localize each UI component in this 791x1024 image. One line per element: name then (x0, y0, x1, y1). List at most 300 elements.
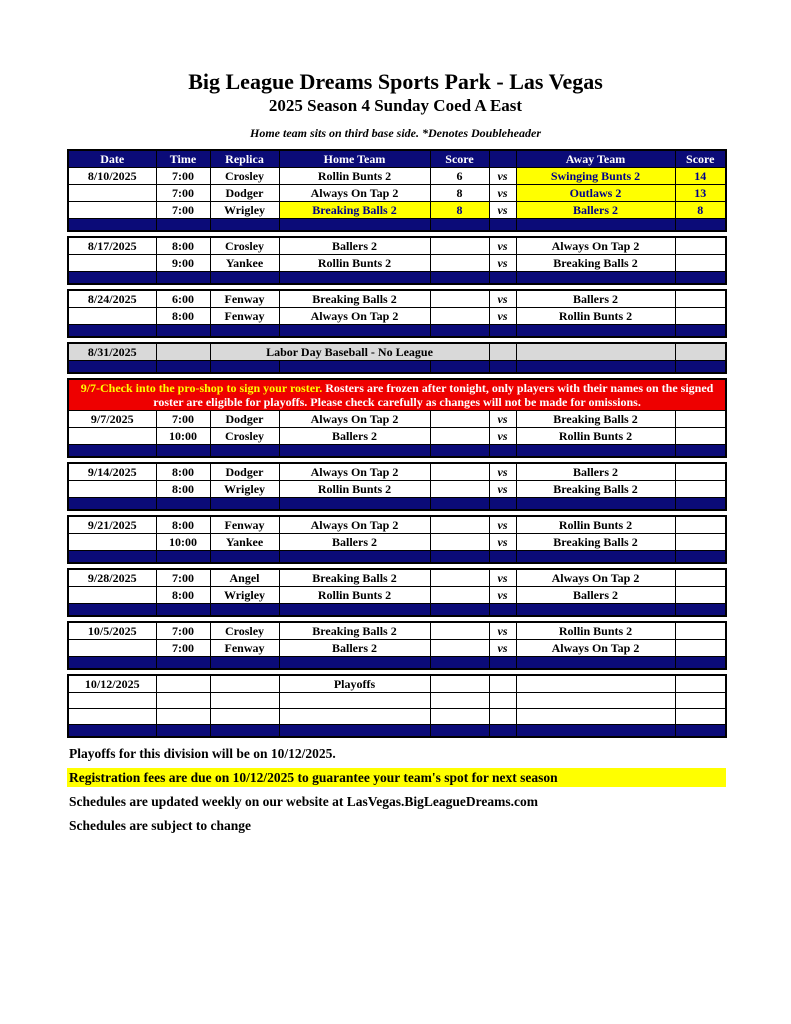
home-score-cell (430, 463, 489, 481)
separator-cell (516, 498, 675, 511)
separator-cell (210, 657, 279, 670)
footer-notes (67, 744, 726, 835)
away-team-cell: Breaking Balls 2 (516, 534, 675, 551)
away-score-cell (675, 587, 726, 604)
empty-row (68, 709, 726, 725)
away-score-cell (675, 481, 726, 498)
vs-label: vs (489, 185, 516, 202)
home-team-cell: Ballers 2 (279, 534, 430, 551)
away-team-cell: Rollin Bunts 2 (516, 622, 675, 640)
separator-cell (156, 498, 210, 511)
time-cell: 7:00 (156, 622, 210, 640)
separator-cell (68, 445, 156, 458)
home-team-cell: Always On Tap 2 (279, 308, 430, 325)
separator-cell (156, 325, 210, 338)
replica-cell (210, 675, 279, 693)
home-score-cell (430, 428, 489, 445)
separator-cell (675, 657, 726, 670)
separator-cell (210, 604, 279, 617)
away-team-cell: Always On Tap 2 (516, 640, 675, 657)
vs-label (489, 709, 516, 725)
home-team-cell: Ballers 2 (279, 640, 430, 657)
away-score-cell (675, 428, 726, 445)
time-cell: 9:00 (156, 255, 210, 272)
separator-cell (516, 325, 675, 338)
separator-cell (210, 445, 279, 458)
column-header-vs (489, 150, 516, 168)
game-row (68, 237, 726, 255)
separator-row (68, 272, 726, 285)
home-score-cell (430, 640, 489, 657)
replica-cell: Fenway (210, 290, 279, 308)
vs-label: vs (489, 308, 516, 325)
date-cell (68, 640, 156, 657)
away-score-cell (675, 463, 726, 481)
page-subtitle: 2025 Season 4 Sunday Coed A East (268, 96, 523, 116)
column-header-date: Date (68, 150, 156, 168)
separator-cell (675, 325, 726, 338)
date-cell: 9/21/2025 (68, 516, 156, 534)
time-cell: 8:00 (156, 516, 210, 534)
separator-row (68, 725, 726, 738)
date-cell (68, 185, 156, 202)
vs-label: vs (489, 202, 516, 219)
home-team-cell: Rollin Bunts 2 (279, 587, 430, 604)
home-score-cell (430, 569, 489, 587)
away-score-cell (675, 290, 726, 308)
away-team-cell: Swinging Bunts 2 (516, 168, 675, 185)
home-team-cell (279, 709, 430, 725)
separator-cell (430, 498, 489, 511)
separator-cell (489, 272, 516, 285)
home-score-cell: 8 (430, 185, 489, 202)
separator-cell (156, 604, 210, 617)
replica-cell: Crosley (210, 237, 279, 255)
date-cell: 8/31/2025 (68, 343, 156, 361)
separator-cell (430, 551, 489, 564)
schedule-table-block (67, 568, 727, 617)
separator-cell (279, 657, 430, 670)
separator-cell (210, 725, 279, 738)
home-score-cell (430, 587, 489, 604)
banner-highlight-text: 9/7-Check into the pro-shop to sign your roster. (80, 381, 323, 396)
home-team-cell: Always On Tap 2 (279, 463, 430, 481)
separator-cell (489, 725, 516, 738)
vs-label: vs (489, 622, 516, 640)
vs-label: vs (489, 481, 516, 498)
away-team-cell: Always On Tap 2 (516, 569, 675, 587)
separator-cell (516, 725, 675, 738)
separator-cell (430, 725, 489, 738)
time-cell: 7:00 (156, 411, 210, 428)
time-cell: 8:00 (156, 308, 210, 325)
vs-label (489, 693, 516, 709)
date-cell (68, 587, 156, 604)
separator-cell (516, 445, 675, 458)
separator-cell (489, 445, 516, 458)
away-team-cell: Ballers 2 (516, 587, 675, 604)
home-team-cell: Breaking Balls 2 (279, 202, 430, 219)
home-score-cell: 8 (430, 202, 489, 219)
replica-cell: Fenway (210, 308, 279, 325)
time-cell: 7:00 (156, 640, 210, 657)
game-row (68, 290, 726, 308)
replica-cell: Yankee (210, 534, 279, 551)
away-score-cell (675, 308, 726, 325)
game-row (68, 516, 726, 534)
time-cell (156, 693, 210, 709)
vs-label: vs (489, 411, 516, 428)
separator-cell (279, 325, 430, 338)
time-cell (156, 675, 210, 693)
home-score-cell (430, 411, 489, 428)
replica-cell: Wrigley (210, 587, 279, 604)
away-score-cell (675, 693, 726, 709)
away-team-cell (516, 343, 675, 361)
date-cell (68, 534, 156, 551)
separator-cell (516, 361, 675, 374)
separator-cell (279, 361, 430, 374)
separator-cell (489, 325, 516, 338)
away-score-cell (675, 237, 726, 255)
away-team-cell: Breaking Balls 2 (516, 255, 675, 272)
separator-row (68, 604, 726, 617)
date-cell: 9/14/2025 (68, 463, 156, 481)
separator-cell (675, 272, 726, 285)
home-score-cell (430, 516, 489, 534)
date-cell (68, 693, 156, 709)
date-cell (68, 255, 156, 272)
away-score-cell: 8 (675, 202, 726, 219)
date-cell (68, 428, 156, 445)
separator-cell (675, 498, 726, 511)
away-score-cell (675, 343, 726, 361)
away-score-cell (675, 709, 726, 725)
game-row (68, 463, 726, 481)
column-header-replica: Replica (210, 150, 279, 168)
game-row (68, 255, 726, 272)
separator-cell (68, 725, 156, 738)
separator-cell (516, 604, 675, 617)
separator-row (68, 361, 726, 374)
game-row (68, 168, 726, 185)
home-team-cell: Breaking Balls 2 (279, 622, 430, 640)
schedule-table-block (67, 236, 727, 285)
replica-cell: Angel (210, 569, 279, 587)
time-cell: 8:00 (156, 237, 210, 255)
separator-cell (68, 551, 156, 564)
separator-cell (156, 657, 210, 670)
banner-body-text: Rosters are frozen after tonight, only players with their names on the signed roster are eligible for playoffs. Please check carefully as changes will not be made for omissions. (153, 381, 714, 410)
separator-cell (279, 219, 430, 232)
vs-label (489, 675, 516, 693)
date-cell: 10/5/2025 (68, 622, 156, 640)
game-row (68, 411, 726, 428)
replica-cell: Crosley (210, 168, 279, 185)
vs-cell (489, 343, 516, 361)
separator-cell (489, 604, 516, 617)
game-row (68, 481, 726, 498)
away-score-cell (675, 411, 726, 428)
separator-cell (516, 219, 675, 232)
separator-cell (489, 219, 516, 232)
vs-label: vs (489, 428, 516, 445)
schedule-table (67, 149, 727, 738)
vs-label: vs (489, 290, 516, 308)
schedule-table-block (67, 149, 727, 232)
replica-cell: Wrigley (210, 481, 279, 498)
away-score-cell (675, 640, 726, 657)
home-score-cell (430, 290, 489, 308)
separator-cell (675, 361, 726, 374)
home-team-cell (279, 693, 430, 709)
away-team-cell: Ballers 2 (516, 290, 675, 308)
footer-line: Registration fees are due on 10/12/2025 to guarantee your team's spot for next season (67, 768, 726, 787)
game-row (68, 202, 726, 219)
home-team-cell: Ballers 2 (279, 237, 430, 255)
replica-cell: Wrigley (210, 202, 279, 219)
vs-label: vs (489, 640, 516, 657)
time-cell: 8:00 (156, 481, 210, 498)
separator-cell (156, 551, 210, 564)
schedule-table-block (67, 621, 727, 670)
separator-cell (68, 498, 156, 511)
date-cell (68, 481, 156, 498)
separator-row (68, 325, 726, 338)
away-team-cell: Rollin Bunts 2 (516, 308, 675, 325)
away-team-cell: Breaking Balls 2 (516, 411, 675, 428)
time-cell: 10:00 (156, 534, 210, 551)
separator-row (68, 498, 726, 511)
time-cell: 7:00 (156, 569, 210, 587)
separator-cell (430, 219, 489, 232)
separator-cell (210, 272, 279, 285)
home-team-cell: Ballers 2 (279, 428, 430, 445)
separator-cell (279, 551, 430, 564)
away-score-cell (675, 255, 726, 272)
separator-row (68, 657, 726, 670)
schedule-table-block (67, 515, 727, 564)
replica-cell (210, 709, 279, 725)
game-row (68, 640, 726, 657)
date-cell (68, 308, 156, 325)
vs-label: vs (489, 587, 516, 604)
away-team-cell: Rollin Bunts 2 (516, 428, 675, 445)
separator-cell (156, 725, 210, 738)
away-team-cell: Breaking Balls 2 (516, 481, 675, 498)
date-cell: 8/10/2025 (68, 168, 156, 185)
footer-line: Playoffs for this division will be on 10/12/2025. (69, 746, 336, 762)
time-cell: 7:00 (156, 185, 210, 202)
separator-cell (210, 361, 279, 374)
home-team-cell: Always On Tap 2 (279, 411, 430, 428)
separator-cell (68, 325, 156, 338)
separator-cell (279, 725, 430, 738)
home-team-cell: Always On Tap 2 (279, 516, 430, 534)
game-row (68, 587, 726, 604)
home-score-cell (430, 693, 489, 709)
away-team-cell: Ballers 2 (516, 463, 675, 481)
away-score-cell (675, 569, 726, 587)
separator-cell (675, 219, 726, 232)
roster-banner-cell (68, 379, 726, 411)
empty-row (68, 693, 726, 709)
replica-cell: Crosley (210, 428, 279, 445)
away-score-cell (675, 622, 726, 640)
away-team-cell: Ballers 2 (516, 202, 675, 219)
home-team-cell: Rollin Bunts 2 (279, 168, 430, 185)
home-team-cell: Breaking Balls 2 (279, 569, 430, 587)
replica-cell: Dodger (210, 463, 279, 481)
time-cell: 8:00 (156, 587, 210, 604)
home-team-note: Home team sits on third base side. *Denotes Doubleheader (250, 126, 541, 141)
away-score-cell (675, 675, 726, 693)
time-cell: 8:00 (156, 463, 210, 481)
footer-line: Schedules are updated weekly on our website at LasVegas.BigLeagueDreams.com (69, 794, 539, 810)
separator-cell (156, 361, 210, 374)
home-team-cell: Rollin Bunts 2 (279, 481, 430, 498)
separator-row (68, 445, 726, 458)
date-cell: 9/28/2025 (68, 569, 156, 587)
separator-cell (430, 604, 489, 617)
replica-cell (210, 693, 279, 709)
home-score-cell (430, 622, 489, 640)
column-header-score: Score (430, 150, 489, 168)
schedule-table-block (67, 378, 727, 458)
home-score-cell (430, 255, 489, 272)
schedule-table-block (67, 289, 727, 338)
away-team-cell: Outlaws 2 (516, 185, 675, 202)
separator-cell (675, 604, 726, 617)
page-title: Big League Dreams Sports Park - Las Vegas (188, 69, 603, 94)
separator-cell (210, 551, 279, 564)
game-row (68, 308, 726, 325)
separator-cell (430, 272, 489, 285)
vs-label: vs (489, 569, 516, 587)
replica-cell: Fenway (210, 640, 279, 657)
game-row (68, 569, 726, 587)
away-team-cell: Rollin Bunts 2 (516, 516, 675, 534)
separator-cell (210, 325, 279, 338)
home-team-cell: Breaking Balls 2 (279, 290, 430, 308)
separator-cell (68, 657, 156, 670)
separator-cell (210, 219, 279, 232)
separator-cell (516, 657, 675, 670)
labor-day-row (68, 343, 726, 361)
column-header-score: Score (675, 150, 726, 168)
separator-row (68, 219, 726, 232)
away-team-cell (516, 693, 675, 709)
date-cell: 9/7/2025 (68, 411, 156, 428)
game-row (68, 622, 726, 640)
notice-text-cell: Labor Day Baseball - No League (210, 343, 489, 361)
home-team-cell: Always On Tap 2 (279, 185, 430, 202)
home-score-cell (430, 481, 489, 498)
away-score-cell (675, 534, 726, 551)
home-score-cell (430, 237, 489, 255)
game-row (68, 534, 726, 551)
roster-banner-row (68, 379, 726, 411)
separator-row (68, 551, 726, 564)
away-score-cell (675, 516, 726, 534)
separator-cell (156, 272, 210, 285)
separator-cell (430, 657, 489, 670)
home-score-cell (430, 675, 489, 693)
footer-line: Schedules are subject to change (69, 818, 251, 834)
schedule-table-block (67, 462, 727, 511)
separator-cell (489, 551, 516, 564)
separator-cell (210, 498, 279, 511)
vs-label: vs (489, 237, 516, 255)
time-cell: 7:00 (156, 168, 210, 185)
home-score-cell (430, 534, 489, 551)
date-cell: 8/17/2025 (68, 237, 156, 255)
vs-label: vs (489, 255, 516, 272)
game-row (68, 185, 726, 202)
column-header-away-team: Away Team (516, 150, 675, 168)
away-team-cell (516, 675, 675, 693)
separator-cell (430, 325, 489, 338)
time-cell: 10:00 (156, 428, 210, 445)
vs-label: vs (489, 516, 516, 534)
separator-cell (68, 272, 156, 285)
separator-cell (279, 498, 430, 511)
separator-cell (430, 361, 489, 374)
separator-cell (68, 604, 156, 617)
home-score-cell: 6 (430, 168, 489, 185)
schedule-table-block (67, 674, 727, 738)
time-cell: 7:00 (156, 202, 210, 219)
separator-cell (430, 445, 489, 458)
date-cell: 8/24/2025 (68, 290, 156, 308)
separator-cell (516, 551, 675, 564)
replica-cell: Dodger (210, 411, 279, 428)
separator-cell (489, 657, 516, 670)
column-header-time: Time (156, 150, 210, 168)
date-cell (68, 709, 156, 725)
vs-label: vs (489, 463, 516, 481)
replica-cell: Crosley (210, 622, 279, 640)
separator-cell (156, 219, 210, 232)
column-header-home-team: Home Team (279, 150, 430, 168)
replica-cell: Fenway (210, 516, 279, 534)
away-team-cell (516, 709, 675, 725)
home-team-cell: Rollin Bunts 2 (279, 255, 430, 272)
separator-cell (156, 445, 210, 458)
date-cell (68, 202, 156, 219)
separator-cell (68, 361, 156, 374)
away-score-cell: 13 (675, 185, 726, 202)
separator-cell (675, 551, 726, 564)
separator-cell (279, 604, 430, 617)
game-row (68, 428, 726, 445)
separator-cell (489, 498, 516, 511)
away-team-cell: Always On Tap 2 (516, 237, 675, 255)
replica-cell: Yankee (210, 255, 279, 272)
vs-label: vs (489, 168, 516, 185)
home-team-cell: Playoffs (279, 675, 430, 693)
vs-label: vs (489, 534, 516, 551)
replica-cell: Dodger (210, 185, 279, 202)
separator-cell (279, 445, 430, 458)
separator-cell (675, 445, 726, 458)
separator-cell (516, 272, 675, 285)
game-row (68, 675, 726, 693)
column-header-row (68, 150, 726, 168)
time-cell (156, 709, 210, 725)
separator-cell (68, 219, 156, 232)
separator-cell (279, 272, 430, 285)
